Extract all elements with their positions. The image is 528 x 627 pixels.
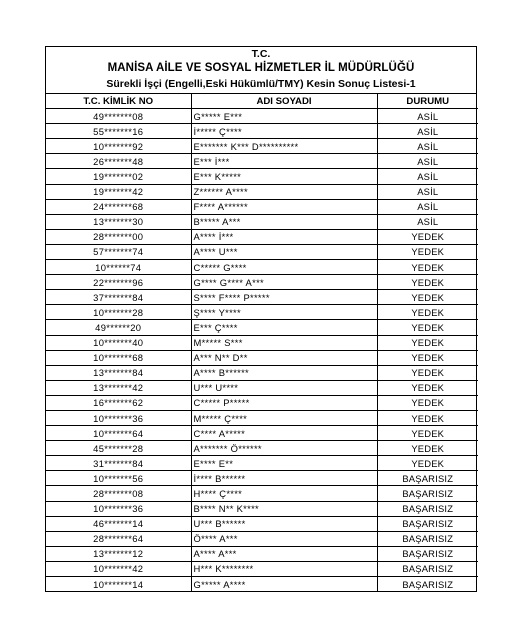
title-block (46, 47, 476, 94)
cell-name: U*** B****** (191, 516, 377, 531)
table-row (46, 350, 478, 365)
cell-id: 19*******02 (46, 169, 191, 184)
cell-name: U*** U**** (191, 380, 377, 395)
result-list-sheet (45, 46, 477, 592)
cell-status: YEDEK (377, 244, 478, 259)
cell-status: YEDEK (377, 260, 478, 275)
header-line-directorate: MANİSA AİLE VE SOSYAL HİZMETLER İL MÜDÜRLÜĞÜ (107, 62, 415, 74)
cell-id: 24*******68 (46, 199, 191, 214)
cell-status: YEDEK (377, 229, 478, 244)
table-row (46, 184, 478, 199)
cell-name: A**** B****** (191, 365, 377, 380)
cell-name: A******* Ö****** (191, 441, 377, 456)
cell-id: 19*******42 (46, 184, 191, 199)
cell-id: 26*******48 (46, 154, 191, 169)
cell-status: YEDEK (377, 320, 478, 335)
cell-id: 16*******62 (46, 395, 191, 410)
cell-name: A**** A*** (191, 546, 377, 561)
cell-id: 10*******68 (46, 350, 191, 365)
cell-name: G**** G**** A*** (191, 275, 377, 290)
cell-status: ASİL (377, 154, 478, 169)
cell-status: YEDEK (377, 350, 478, 365)
table-row (46, 260, 478, 275)
cell-status: ASİL (377, 184, 478, 199)
cell-name: H**** Ç**** (191, 486, 377, 501)
cell-name: H*** K******** (191, 561, 377, 576)
table-header-row (46, 94, 478, 109)
table-row (46, 456, 478, 471)
cell-id: 28*******08 (46, 486, 191, 501)
cell-status: ASİL (377, 139, 478, 154)
cell-id: 13*******30 (46, 214, 191, 229)
cell-name: A*** N** D** (191, 350, 377, 365)
table-row (46, 380, 478, 395)
cell-id: 10*******64 (46, 426, 191, 441)
results-table (46, 94, 478, 591)
cell-status: YEDEK (377, 456, 478, 471)
table-row (46, 426, 478, 441)
table-row (46, 290, 478, 305)
cell-name: B**** N** K**** (191, 501, 377, 516)
cell-name: E*** K***** (191, 169, 377, 184)
table-row (46, 577, 478, 592)
table-row (46, 275, 478, 290)
table-row (46, 395, 478, 410)
cell-status: BAŞARISIZ (377, 471, 478, 486)
cell-name: İ***** Ç**** (191, 124, 377, 139)
table-body (46, 109, 478, 592)
cell-name: F**** A****** (191, 199, 377, 214)
column-header-name: ADI SOYADI (191, 94, 377, 109)
cell-status: YEDEK (377, 426, 478, 441)
cell-name: A**** U*** (191, 244, 377, 259)
cell-status: BAŞARISIZ (377, 577, 478, 592)
table-row (46, 305, 478, 320)
cell-name: İ**** B****** (191, 471, 377, 486)
cell-status: ASİL (377, 199, 478, 214)
cell-status: ASİL (377, 169, 478, 184)
table-row (46, 516, 478, 531)
cell-id: 13*******84 (46, 365, 191, 380)
cell-id: 28*******00 (46, 229, 191, 244)
cell-id: 28*******64 (46, 531, 191, 546)
cell-name: C***** G**** (191, 260, 377, 275)
cell-status: BAŞARISIZ (377, 561, 478, 576)
cell-name: Z****** A**** (191, 184, 377, 199)
cell-status: BAŞARISIZ (377, 546, 478, 561)
cell-name: M***** S*** (191, 335, 377, 350)
table-row (46, 471, 478, 486)
table-row (46, 501, 478, 516)
cell-name: Ş**** Y**** (191, 305, 377, 320)
cell-id: 10*******36 (46, 410, 191, 425)
cell-id: 10******74 (46, 260, 191, 275)
cell-status: YEDEK (377, 441, 478, 456)
cell-status: YEDEK (377, 290, 478, 305)
cell-name: S**** F**** P***** (191, 290, 377, 305)
cell-status: BAŞARISIZ (377, 501, 478, 516)
column-header-status: DURUMU (377, 94, 478, 109)
table-row (46, 561, 478, 576)
cell-name: E*** Ç**** (191, 320, 377, 335)
table-row (46, 441, 478, 456)
header-line-list-title: Sürekli İşçi (Engelli,Eski Hükümlü/TMY) Kesin Sonuç Listesi-1 (106, 78, 416, 90)
cell-name: A**** İ*** (191, 229, 377, 244)
cell-status: YEDEK (377, 305, 478, 320)
table-row (46, 214, 478, 229)
table-row (46, 199, 478, 214)
table-row (46, 139, 478, 154)
cell-name: C**** A***** (191, 426, 377, 441)
cell-id: 55*******16 (46, 124, 191, 139)
cell-id: 46*******14 (46, 516, 191, 531)
table-row (46, 124, 478, 139)
cell-name: E******* K*** D********** (191, 139, 377, 154)
cell-id: 10*******42 (46, 561, 191, 576)
cell-name: Ö**** A*** (191, 531, 377, 546)
cell-id: 31*******84 (46, 456, 191, 471)
cell-name: E*** İ*** (191, 154, 377, 169)
cell-name: M***** Ç**** (191, 410, 377, 425)
cell-status: BAŞARISIZ (377, 531, 478, 546)
cell-status: YEDEK (377, 335, 478, 350)
column-header-id: T.C. KİMLİK NO (46, 94, 191, 109)
cell-id: 10*******14 (46, 577, 191, 592)
cell-status: BAŞARISIZ (377, 516, 478, 531)
cell-status: YEDEK (377, 395, 478, 410)
table-row (46, 154, 478, 169)
table-row (46, 365, 478, 380)
cell-status: YEDEK (377, 275, 478, 290)
cell-id: 45*******28 (46, 441, 191, 456)
cell-status: ASİL (377, 214, 478, 229)
cell-status: ASİL (377, 109, 478, 124)
cell-id: 22*******96 (46, 275, 191, 290)
cell-name: C***** P***** (191, 395, 377, 410)
cell-id: 10*******40 (46, 335, 191, 350)
cell-id: 10*******36 (46, 501, 191, 516)
table-row (46, 320, 478, 335)
cell-id: 13*******12 (46, 546, 191, 561)
cell-id: 10*******28 (46, 305, 191, 320)
table-row (46, 531, 478, 546)
cell-status: YEDEK (377, 410, 478, 425)
table-row (46, 410, 478, 425)
cell-name: G***** A**** (191, 577, 377, 592)
cell-name: B***** A*** (191, 214, 377, 229)
table-row (46, 229, 478, 244)
cell-id: 57*******74 (46, 244, 191, 259)
header-line-country: T.C. (251, 48, 271, 60)
table-row (46, 244, 478, 259)
table-row (46, 109, 478, 124)
cell-status: YEDEK (377, 365, 478, 380)
cell-id: 10*******92 (46, 139, 191, 154)
cell-status: YEDEK (377, 380, 478, 395)
table-row (46, 486, 478, 501)
cell-id: 49*******08 (46, 109, 191, 124)
cell-name: E**** E** (191, 456, 377, 471)
table-row (46, 169, 478, 184)
cell-id: 10*******56 (46, 471, 191, 486)
cell-status: BAŞARISIZ (377, 486, 478, 501)
table-row (46, 546, 478, 561)
cell-name: G***** E*** (191, 109, 377, 124)
cell-status: ASİL (377, 124, 478, 139)
cell-id: 37*******84 (46, 290, 191, 305)
table-row (46, 335, 478, 350)
cell-id: 13*******42 (46, 380, 191, 395)
cell-id: 49******20 (46, 320, 191, 335)
